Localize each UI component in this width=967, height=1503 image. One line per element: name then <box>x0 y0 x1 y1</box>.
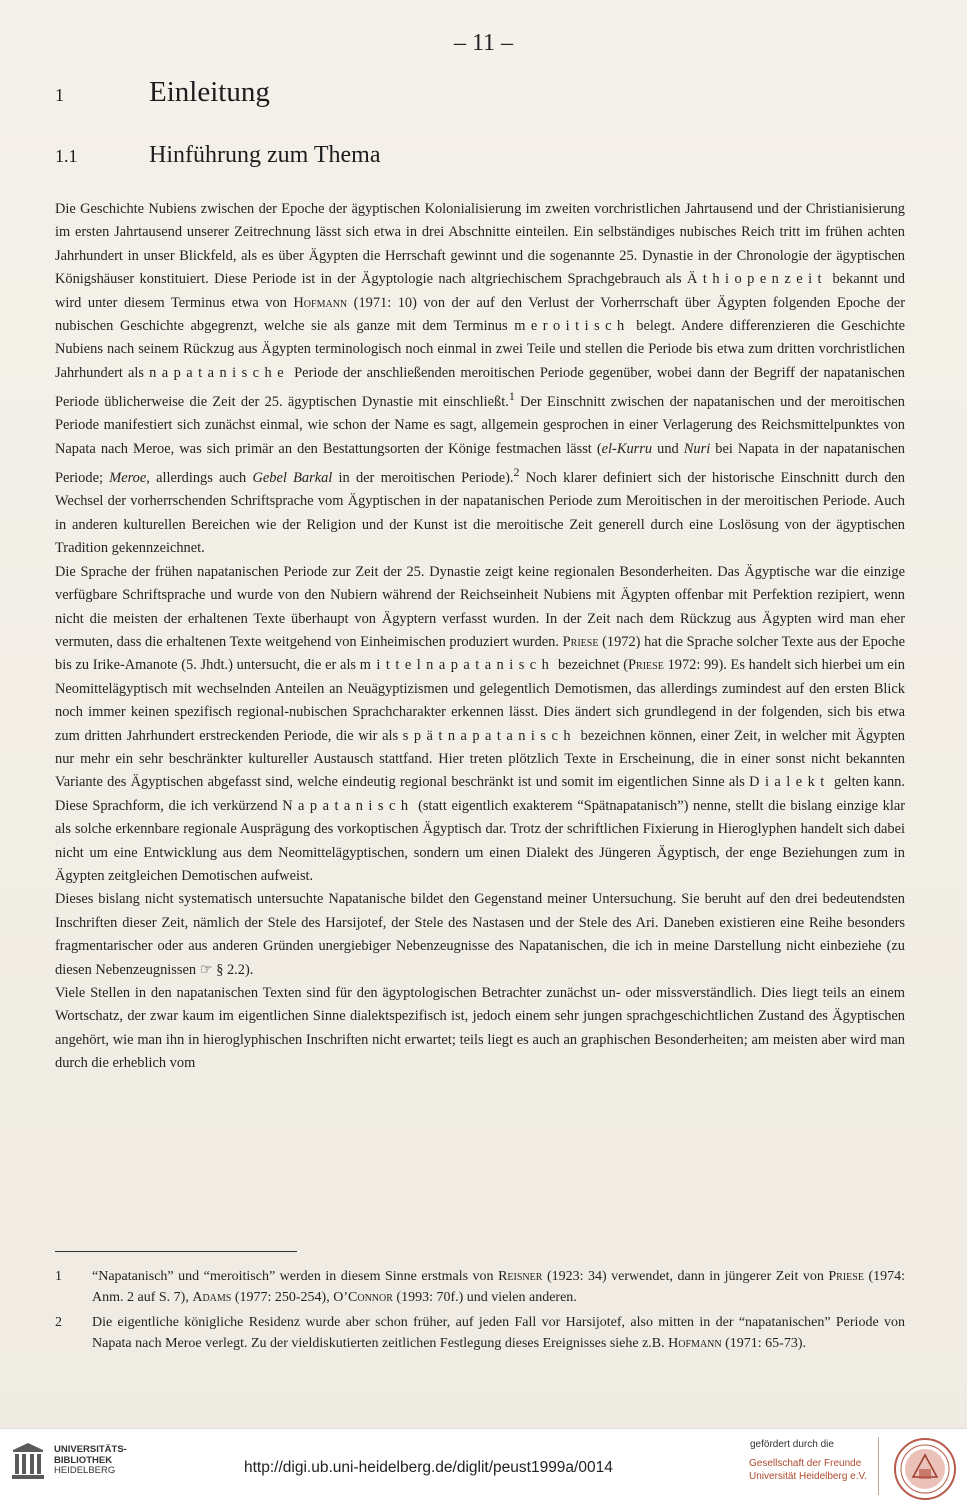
footer-divider <box>878 1437 879 1495</box>
spaced-term: meroitisch <box>514 318 630 335</box>
footnote-ref-1[interactable]: 1 <box>508 389 515 404</box>
author-name: Priese <box>828 1269 864 1284</box>
footnote-2 <box>55 1312 905 1354</box>
author-name: Hofmann <box>293 294 348 311</box>
footnote-divider <box>55 1251 297 1252</box>
paragraph-1: Die Geschichte Nubiens zwischen der Epoche der ägyptischen Kolonialisierung im zweiten vorchristlichen Jahrtausend und der Christianisierung im ersten Jahrtausend unserer Zeitrechnung lässt sich etwa in drei Abschnitte einteilen. Ein selbständiges nubisches Reich tritt im frühen achten Jahrhundert in unser Blickfeld, als es über Ägypten die Herrschaft gewinnt und die sogenannte 25. Dynastie in der Chronologie der ägyptischen Königshäuser konstituiert. Diese Periode ist in der Ägyptologie nach altgriechischem Sprachgebrauch als Äthiopenzeit bekannt und wird unter diesem Terminus etwa von Hofmann (1971: 10) von der auf den Verlust der Vorherrschaft über Ägypten folgenden Epoche der nubischen Geschichte abgegrenzt, welche sie als ganze mit dem Terminus meroitisch belegt. Andere differenzieren die Geschichte Nubiens nach seinem Rückzug aus Ägypten terminologisch noch einmal in zwei Teile und stellen die Periode bis etwa zum dritten vorchristlichen Jahrhundert als napatanische Periode der anschließenden meroitischen Periode gegenüber, wobei dann der Begriff der napatanischen Periode üblicherweise die Zeit der 25. ägyptischen Dynastie mit einschließt.$^1$ Der Einschnitt zwischen der napatanischen und der meroitischen Periode manifestiert sich zunächst einmal, wie schon der Name es sagt, allgemein gesprochen in einer Verlagerung des Reichsmittelpunktes von Napata nach Meroe, was sich primär an den Bestattungsorten der Könige festmachen lässt (el-Kurru und Nuri bei Napata in der napatanischen Periode; Meroe, allerdings auch Gebel Barkal in der meroitischen Periode).$^2$ Noch klarer definiert sich der historische Einschnitt durch den Wechsel der vorherrschenden Schriftsprache vom Ägyptischen in der napatanischen Periode zum Meroitischen in der meroitischen Periode. Auch in anderen kulturellen Bereichen wie der Religion und der Kunst ist die meroitische Zeit generell durch eine Loslösung von der ägyptischen Tradition gekennzeichnet. <box>55 201 905 557</box>
chapter-number: 1 <box>55 85 64 105</box>
pointing-hand-icon: ☞ <box>199 961 213 978</box>
author-name: Reisner <box>498 1269 543 1284</box>
library-name: UNIVERSITÄTS- BIBLIOTHEK HEIDELBERG <box>54 1444 127 1476</box>
place-name: Meroe <box>109 470 147 487</box>
chapter-heading <box>55 76 915 109</box>
spaced-term: spätnapatanisch <box>402 727 576 744</box>
sponsor-name: Gesellschaft der Freunde Universität Heidelberg e.V. <box>749 1458 868 1482</box>
footnote-text: “Napatanisch” und “meroitisch” werden in diesem Sinne erstmals von Reisner (1923: 34) verwendet, dann in jüngerer Zeit von Priese (1974: Anm. 2 auf S. 7), Adams (1977: 250-254), O’Connor (1993: 70f.) und vielen anderen. <box>92 1269 906 1305</box>
spaced-term: Napatanisch <box>282 797 414 814</box>
footnote-ref-2[interactable]: 2 <box>513 465 520 480</box>
library-logo-icon <box>10 1441 46 1481</box>
footnote-number: 1 <box>55 1269 62 1284</box>
author-name: Priese <box>562 633 599 650</box>
paragraph-3: Dieses bislang nicht systematisch untersuchte Napatanische bildet den Gegenstand meiner Untersuchung. Sie beruht auf den drei bedeutendsten Inschriften dieser Zeit, nämlich der Stele des Harsijotef, der Stele des Nastasen und der Stele des Ari. Daneben existieren eine Reihe besonders fragmentarischer oder aus anderen Gründen unergiebiger Nebenzeugnisse des Napatanischen, die ich in meine Darstellung nicht einbeziehe (zu diesen Nebenzeugnissen ☞ § 2.2). <box>55 891 905 978</box>
paragraph-4: Viele Stellen in den napatanischen Texten sind für den ägyptologischen Betrachter zunächst un- oder missverständlich. Dies liegt teils an einem Wortschatz, der zwar kaum im eigentlichen Sinne dialektspezifisch ist, jedoch einem sehr jungen sprachgeschichtlichen Zustand des Ägyptischen angehört, wie man ihn in hieroglyphischen Inschriften nicht erwartet; teils liegt es auch an graphischen Besonderheiten; am meisten aber wird man durch die erheblich vom <box>55 985 905 1072</box>
page-number: – 11 – <box>453 30 514 56</box>
permalink-url[interactable]: http://digi.ub.uni-heidelberg.de/diglit/peust1999a/0014 <box>244 1459 613 1476</box>
place-name: Nuri <box>683 440 711 457</box>
author-name: Priese <box>628 657 664 674</box>
digitization-footer <box>0 1428 967 1503</box>
body-text <box>55 198 905 1076</box>
spaced-term: napatanische <box>149 364 290 381</box>
footnote-number: 2 <box>55 1315 62 1330</box>
section-number: 1.1 <box>55 146 78 166</box>
author-name: Adams <box>192 1290 232 1305</box>
chapter-title: Einleitung <box>149 76 270 108</box>
spaced-term: Dialekt <box>749 774 830 791</box>
university-seal-icon <box>893 1437 957 1501</box>
footnotes <box>55 1266 905 1358</box>
spaced-term: Äthiopenzeit <box>687 271 828 288</box>
funding-label: gefördert durch die <box>750 1439 834 1450</box>
place-name: Gebel Barkal <box>252 470 333 487</box>
footnote-1 <box>55 1266 905 1308</box>
footnote-text: Die eigentliche königliche Residenz wurde aber schon früher, auf jeden Fall vor Harsijotef, also mitten in der “napatanischen” Periode von Napata nach Meroe verlegt. Zu der vieldiskutierten zeitlichen Festlegung dieses Ereignisses siehe z.B. Hofmann (1971: 65-73). <box>92 1315 905 1351</box>
spaced-term: mittelnapatanisch <box>359 657 555 674</box>
section-title: Hinführung zum Thema <box>149 142 381 168</box>
author-name: O’Connor <box>333 1290 393 1305</box>
author-name: Hofmann <box>668 1336 722 1351</box>
section-heading <box>55 142 915 169</box>
place-name: el-Kurru <box>601 440 653 457</box>
paragraph-2: Die Sprache der frühen napatanischen Periode zur Zeit der 25. Dynastie zeigt keine regionalen Besonderheiten. Das Ägyptische war die einzige verfügbare Schriftsprache und wurde von den Nubiern während der Reichseinheit Nubiens mit Ägypten offenbar mit Perfektion rezipiert, wenn nicht die meisten der erhaltenen Texte überhaupt von Ägyptern verfasst wurden. In der Zeit nach dem Rückzug aus Ägypten wird man eher vermuten, dass die erhaltenen Texte weitgehend von Einheimischen produziert wurden. Priese (1972) hat die Sprache solcher Texte aus der Epoche bis zu Irike-Amanote (5. Jhdt.) untersucht, die er als mittelnapatanisch bezeichnet (Priese 1972: 99). Es handelt sich hierbei um ein Neomittelägyptisch mit wechselnden Anteilen an Neuägyptizismen und gelegentlich Demotismen, das allerdings zumindest auf den ersten Blick noch immer keinen spezifisch regional-nubischen Sprachcharakter erkennen lässt. Dies ändert sich grundlegend in der folgenden, sich bis etwa zum dritten Jahrhundert erstreckenden Periode, die wir als spätnapatanisch bezeichnen können, einer Zeit, in welcher mit Ägypten nur mehr ein sehr beschränkter kultureller Austausch stattfand. Hier treten plötzlich Texte in Erscheinung, die in einer sonst nicht bekannten Variante des Ägyptischen abgefasst sind, welche eindeutig regional beschränkt ist und somit im eigentlichen Sinne als Dialekt gelten kann. Diese Sprachform, die ich verkürzend Napatanisch (statt eigentlich exakterem “Spätnapatanisch”) nenne, stellt die bislang einzige klar als solche erkennbare regionale Ausprägung des vorkoptischen Ägyptisch dar. Trotz der schriftlichen Fixierung in Hieroglyphen handelt sich dabei nicht um eine Entwicklung aus dem Neomittelägyptischen, sondern um einen Dialekt des Jüngeren Ägyptisch, der enge Beziehungen zum in Ägypten zeitgleichen Demotischen aufweist. <box>55 563 906 884</box>
